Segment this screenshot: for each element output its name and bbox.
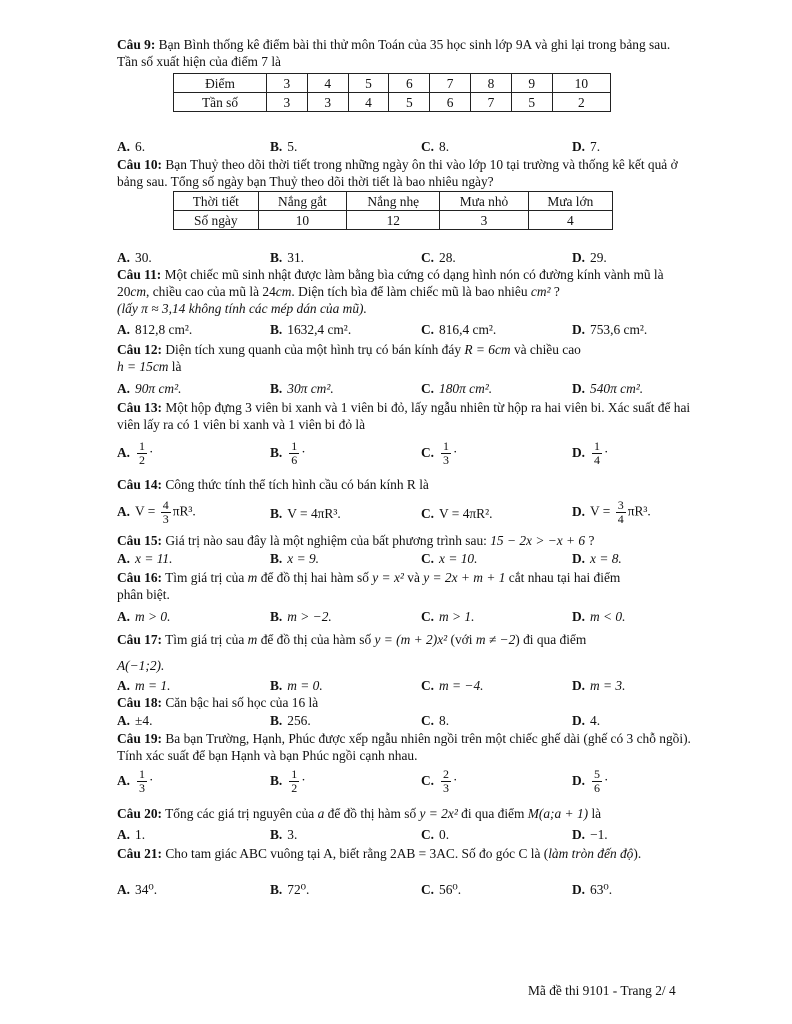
question-label: Câu 21: <box>117 846 163 861</box>
option-a[interactable]: A. 1. <box>117 827 146 842</box>
option-a[interactable]: A. V = $\frac{4}{3}$ πR³. <box>117 498 196 526</box>
option-d[interactable]: D. −1. <box>572 827 608 842</box>
question-label: Câu 20: <box>117 806 163 821</box>
table-cell: 9 <box>511 74 552 93</box>
question-label: Câu 19: <box>117 731 163 746</box>
option-b[interactable]: B. $\frac{1}{2}$ · <box>270 767 306 795</box>
option-c[interactable]: C. 0. <box>421 827 450 842</box>
options-q18 <box>117 712 691 732</box>
table-row <box>174 93 611 112</box>
option-d[interactable]: D. 753,6 cm². <box>572 322 648 337</box>
question-label: Câu 17: <box>117 632 163 647</box>
question-note: (lấy π ≈ 3,14 không tính các mép dán của mũ). <box>117 301 367 316</box>
table-cell: 10 <box>258 211 347 230</box>
question-stem: Bạn Thuỷ theo dõi thời tiết trong những ngày ôn thi vào lớp 10 tại trường và thống kê kết quả ở bảng sau. Tổng số ngày bạn Thuỷ theo dõi thời tiết là bao nhiêu ngày? <box>117 157 678 189</box>
question-21: Câu 21: Cho tam giác ABC vuông tại A, biết rằng 2AB = 3AC. Số đo góc C là (làm tròn đến độ). <box>117 846 642 861</box>
options-q19 <box>117 768 691 798</box>
option-c[interactable]: C. m > 1. <box>421 609 475 624</box>
table-cell: 2 <box>552 93 610 112</box>
option-b[interactable]: B. $\frac{1}{6}$ · <box>270 439 306 467</box>
table-cell: 6 <box>389 74 430 93</box>
option-a[interactable]: A. 34⁰. <box>117 882 158 897</box>
table-cell: Thời tiết <box>174 192 259 211</box>
options-q9 <box>117 138 691 158</box>
option-b[interactable]: B. m = 0. <box>270 678 323 693</box>
table-cell: 6 <box>430 93 471 112</box>
options-q11 <box>117 321 691 341</box>
options-q21 <box>117 881 691 901</box>
option-d[interactable]: D. $\frac{1}{4}$ · <box>572 439 609 467</box>
score-frequency-table <box>173 73 611 112</box>
option-d[interactable]: D. 29. <box>572 250 607 265</box>
question-label: Câu 13: <box>117 400 163 415</box>
table-cell: 7 <box>430 74 471 93</box>
table-cell: Mưa lớn <box>528 192 612 211</box>
option-d[interactable]: D. 7. <box>572 139 601 154</box>
table-cell: 8 <box>471 74 512 93</box>
option-b[interactable]: B. 31. <box>270 250 305 265</box>
option-d[interactable]: D. x = 8. <box>572 551 622 566</box>
question-label: Câu 16: <box>117 570 163 585</box>
table-row <box>174 211 613 230</box>
question-12: Câu 12: Diện tích xung quanh của một hình trụ có bán kính đáy R = 6cm và chiều cao h = 15cm là <box>117 342 581 374</box>
option-b[interactable]: B. 256. <box>270 713 311 728</box>
question-stem: Ba bạn Trường, Hạnh, Phúc được xếp ngẫu nhiên ngồi trên một chiếc ghế dài (ghế có 3 chỗ ngồi). Tính xác suất để bạn Hạnh và bạn Phúc ngồi cạnh nhau. <box>117 731 691 763</box>
table-cell: 4 <box>307 74 348 93</box>
option-a[interactable]: A. 90π cm². <box>117 381 182 396</box>
table-cell: Tần số <box>174 93 267 112</box>
option-a[interactable]: A. m = 1. <box>117 678 171 693</box>
option-d[interactable]: D. $\frac{5}{6}$ · <box>572 767 609 795</box>
question-10 <box>117 156 691 190</box>
option-c[interactable]: C. 8. <box>421 139 450 154</box>
weather-table <box>173 191 613 230</box>
options-q13 <box>117 440 691 470</box>
option-b[interactable]: B. 5. <box>270 139 298 154</box>
option-d[interactable]: D. m < 0. <box>572 609 626 624</box>
question-label: Câu 14: <box>117 477 163 492</box>
options-q16 <box>117 608 691 628</box>
table-cell: 3 <box>267 74 308 93</box>
option-b[interactable]: B. 72⁰. <box>270 882 310 897</box>
table-cell: 5 <box>389 93 430 112</box>
option-b[interactable]: B. 1632,4 cm². <box>270 322 352 337</box>
option-a[interactable]: A. 6. <box>117 139 146 154</box>
option-c[interactable]: C. 8. <box>421 713 450 728</box>
page-footer: Mã đề thi 9101 - Trang 2/ 4 <box>528 983 676 998</box>
question-17: Câu 17: Tìm giá trị của m để đồ thị của hàm số y = (m + 2)x² (với m ≠ −2) đi qua điểm A(−1;2). <box>117 632 587 673</box>
question-label: Câu 12: <box>117 342 163 357</box>
table-cell: 4 <box>528 211 612 230</box>
option-c[interactable]: C. $\frac{2}{3}$ · <box>421 767 458 795</box>
option-d[interactable]: D. V = $\frac{3}{4}$ πR³. <box>572 498 651 526</box>
options-q12 <box>117 380 691 400</box>
question-15: Câu 15: Giá trị nào sau đây là một nghiệm của bất phương trình sau: 15 − 2x > −x + 6 ? <box>117 533 595 548</box>
table-row <box>174 192 613 211</box>
table-cell: 5 <box>348 74 389 93</box>
option-b[interactable]: B. x = 9. <box>270 551 319 566</box>
question-14 <box>117 476 691 493</box>
table-cell: 3 <box>307 93 348 112</box>
option-b[interactable]: B. 3. <box>270 827 298 842</box>
table-row <box>174 74 611 93</box>
table-cell: Số ngày <box>174 211 259 230</box>
table-cell: Điểm <box>174 74 267 93</box>
option-a[interactable]: A. 812,8 cm². <box>117 322 193 337</box>
table-cell: 12 <box>347 211 440 230</box>
option-c[interactable]: C. $\frac{1}{3}$ · <box>421 439 458 467</box>
option-a[interactable]: A. 30. <box>117 250 152 265</box>
table-cell: 4 <box>348 93 389 112</box>
question-label: Câu 10: <box>117 157 163 172</box>
question-11: Câu 11: Một chiếc mũ sinh nhật được làm bằng bìa cứng có dạng hình nón có đường kính vành mũ là 20cm, chiều cao của mũ là 24cm. Diện tích bìa để làm chiếc mũ là bao nhiêu cm² ? (lấy π ≈ 3,14 không tính các mép dán của mũ). <box>117 267 664 316</box>
options-q14 <box>117 499 691 529</box>
question-13 <box>117 399 691 433</box>
question-16: Câu 16: Tìm giá trị của m để đồ thị hai hàm số y = x² và y = 2x + m + 1 cắt nhau tại hai điểm phân biệt. <box>117 570 621 602</box>
table-cell: 7 <box>471 93 512 112</box>
option-d[interactable]: D. 63⁰. <box>572 882 613 897</box>
question-20: Câu 20: Tổng các giá trị nguyên của a để đồ thị hàm số y = 2x² đi qua điểm M(a;a + 1) là <box>117 806 602 821</box>
option-c[interactable]: C. x = 10. <box>421 551 478 566</box>
option-a[interactable]: A. $\frac{1}{2}$ · <box>117 439 154 467</box>
option-c[interactable]: C. 816,4 cm². <box>421 322 497 337</box>
table-cell: Nắng gắt <box>258 192 347 211</box>
table-cell: 3 <box>440 211 528 230</box>
options-q20 <box>117 826 691 846</box>
question-stem: Công thức tính thể tích hình cầu có bán kính R là <box>162 477 429 492</box>
table-cell: Mưa nhỏ <box>440 192 528 211</box>
question-label: Câu 18: <box>117 695 163 710</box>
option-a[interactable]: A. x = 11. <box>117 551 173 566</box>
question-18 <box>117 694 691 711</box>
question-stem: Một hộp đựng 3 viên bi xanh và 1 viên bi đỏ, lấy ngẫu nhiên từ hộp ra hai viên bi. Xác suất để hai viên lấy ra có 1 viên bi xanh và 1 viên bi đỏ là <box>117 400 691 432</box>
option-c[interactable]: C. 180π cm². <box>421 381 493 396</box>
question-label: Câu 15: <box>117 533 163 548</box>
option-d[interactable]: D. 4. <box>572 713 601 728</box>
option-c[interactable]: C. 28. <box>421 250 456 265</box>
question-9 <box>117 36 691 70</box>
option-a[interactable]: A. $\frac{1}{3}$ · <box>117 767 154 795</box>
option-b[interactable]: B. V = 4πR³. <box>270 506 341 521</box>
question-19 <box>117 730 691 764</box>
option-d[interactable]: D. 540π cm². <box>572 381 644 396</box>
table-cell: 5 <box>511 93 552 112</box>
question-label: Câu 9: <box>117 37 156 52</box>
question-label: Câu 11: <box>117 267 162 282</box>
table-cell: 10 <box>552 74 610 93</box>
option-c[interactable]: C. 56⁰. <box>421 882 462 897</box>
option-a[interactable]: A. ±4. <box>117 713 153 728</box>
option-c[interactable]: C. V = 4πR². <box>421 506 493 521</box>
table-cell: Nắng nhẹ <box>347 192 440 211</box>
option-a[interactable]: A. m > 0. <box>117 609 171 624</box>
question-stem: Căn bậc hai số học của 16 là <box>162 695 319 710</box>
option-b[interactable]: B. m > −2. <box>270 609 332 624</box>
options-q15 <box>117 550 691 570</box>
question-stem: Bạn Bình thống kê điểm bài thi thử môn Toán của 35 học sinh lớp 9A và ghi lại trong bảng sau. Tần số xuất hiện của điểm 7 là <box>117 37 671 69</box>
option-d[interactable]: D. m = 3. <box>572 678 626 693</box>
table-cell: 3 <box>267 93 308 112</box>
option-c[interactable]: C. m = −4. <box>421 678 484 693</box>
option-b[interactable]: B. 30π cm². <box>270 381 334 396</box>
